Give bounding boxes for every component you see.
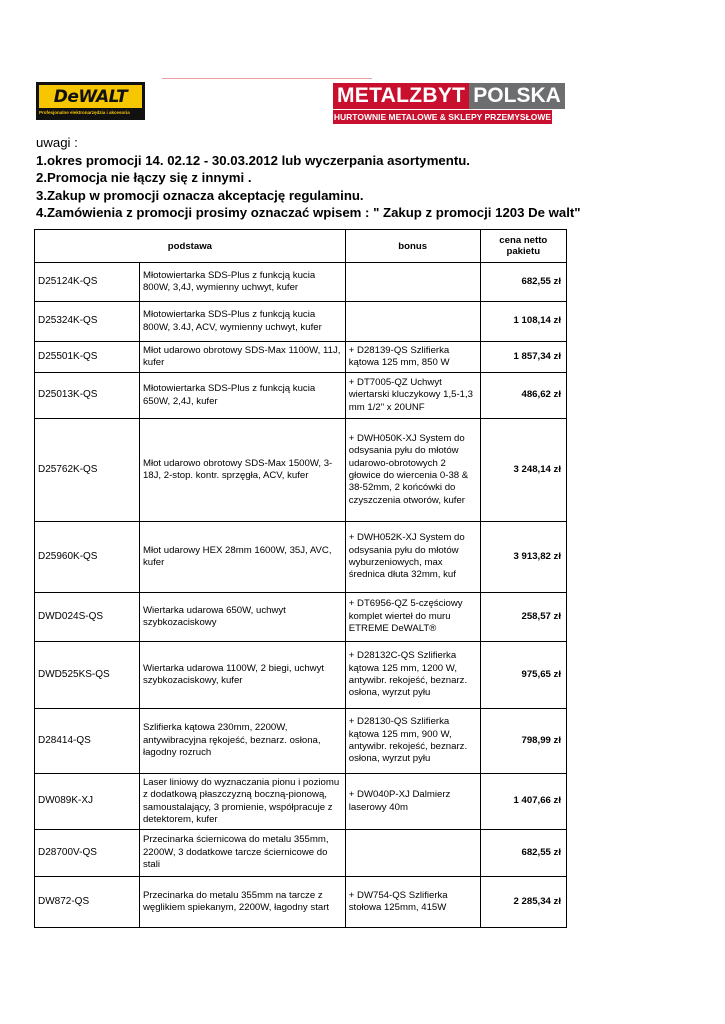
table-row [35,342,567,373]
product-description-cell: Młotowiertarka SDS-Plus z funkcją kucia 800W, 3.4J, ACV, wymienny uchwyt, kufer [139,302,345,342]
product-code-cell: DW872-QS [35,877,140,928]
bonus-cell: + DWH052K-XJ System do odsysania pyłu do młotów wyburzeniowych, max średnica dłuta 32mm, kuf [345,522,480,593]
price-cell: 798,99 zł [480,709,566,774]
table-row [35,263,567,302]
table-row [35,593,567,642]
price-cell: 1 108,14 zł [480,302,566,342]
product-code-cell: DWD525KS-QS [35,642,140,709]
price-cell: 2 285,34 zł [480,877,566,928]
notes-heading: uwagi : [36,135,78,150]
product-description-cell: Wiertarka udarowa 650W, uchwyt szybkozaciskowy [139,593,345,642]
bonus-cell: + D28139-QS Szlifierka kątowa 125 mm, 850 W [345,342,480,373]
product-code-cell: D28700V-QS [35,830,140,877]
table-row [35,709,567,774]
header-divider-line [162,78,372,79]
price-cell: 1 857,34 zł [480,342,566,373]
product-code-cell: DWD024S-QS [35,593,140,642]
bonus-cell: + DW754-QS Szlifierka stołowa 125mm, 415W [345,877,480,928]
product-description-cell: Młotowiertarka SDS-Plus z funkcją kucia 800W, 3,4J, wymienny uchwyt, kufer [139,263,345,302]
product-description-cell: Młot udarowy HEX 28mm 1600W, 35J, AVC, kufer [139,522,345,593]
product-code-cell: D25762K-QS [35,419,140,522]
metalzbyt-logo [333,83,561,125]
product-code-cell: D25501K-QS [35,342,140,373]
price-cell: 682,55 zł [480,830,566,877]
product-code-cell: D28414-QS [35,709,140,774]
price-cell: 258,57 zł [480,593,566,642]
table-body [35,263,567,928]
note-item: 3.Zakup w promocji oznacza akceptację regulaminu. [36,187,364,203]
bonus-cell [345,302,480,342]
dewalt-wordmark: DeWALT [53,86,128,107]
note-item: 4.Zamówienia z promocji prosimy oznaczać wpisem : " Zakup z promocji 1203 De walt" [36,205,581,221]
product-description-cell: Szlifierka kątowa 230mm, 2200W, antywibracyjna rękojeść, beznarz. osłona, łagodny rozruch [139,709,345,774]
table-row [35,419,567,522]
metalzbyt-subtitle: HURTOWNIE METALOWE & SKLEPY PRZEMYSŁOWE [333,112,552,122]
header-bonus: bonus [345,230,480,263]
product-description-cell: Przecinarka do metalu 355mm na tarcze z węglikiem spiekanym, 2200W, łagodny start [139,877,345,928]
product-description-cell: Wiertarka udarowa 1100W, 2 biegi, uchwyt szybkozaciskowy, kufer [139,642,345,709]
promotion-price-table [34,229,567,928]
price-cell: 3 913,82 zł [480,522,566,593]
note-item: 2.Promocja nie łączy się z innymi . [36,170,252,186]
table-row [35,774,567,830]
product-code-cell: D25960K-QS [35,522,140,593]
metalzbyt-name-part2: POLSKA [469,83,565,109]
bonus-cell: + DW040P-XJ Dalmierz laserowy 40m [345,774,480,830]
table-row [35,522,567,593]
product-description-cell: Młot udarowo obrotowy SDS-Max 1500W, 3-18J, 2-stop. kontr. sprzęgła, ACV, kufer [139,419,345,522]
dewalt-tagline: Profesjonalne elektronarzędzia i akcesoria [39,110,130,115]
metalzbyt-name-part1: METALZBYT [333,83,469,109]
bonus-cell [345,263,480,302]
product-description-cell: Przecinarka ściernicowa do metalu 355mm, 2200W, 3 dodatkowe tarcze ściernicowe do stali [139,830,345,877]
product-code-cell: DW089K-XJ [35,774,140,830]
bonus-cell: + D28130-QS Szlifierka kątowa 125 mm, 900 W, antywibr. rekojeść, beznarz. osłona, wyrzut pyłu [345,709,480,774]
price-cell: 486,62 zł [480,373,566,419]
bonus-cell: + D28132C-QS Szlifierka kątowa 125 mm, 1200 W, antywibr. rekojeść, beznarz. osłona, wyrzut pyłu [345,642,480,709]
price-cell: 1 407,66 zł [480,774,566,830]
bonus-cell: + DWH050K-XJ System do odsysania pyłu do młotów udarowo-obrotowych 2 głowice do wiercenia 0-38 & 38-52mm, 2 końcówki do czyszczenia otworów, kufer [345,419,480,522]
bonus-cell [345,830,480,877]
product-description-cell: Młotowiertarka SDS-Plus z funkcją kucia 650W, 2,4J, kufer [139,373,345,419]
bonus-cell: + DT6956-QZ 5-częściowy komplet wierteł do muru ETREME DeWALT® [345,593,480,642]
price-cell: 682,55 zł [480,263,566,302]
product-code-cell: D25124K-QS [35,263,140,302]
price-cell: 3 248,14 zł [480,419,566,522]
header-base: podstawa [35,230,346,263]
product-description-cell: Laser liniowy do wyznaczania pionu i poziomu z dodatkową płaszczyzną boczną-pionową, samoustalający, 3 promienie, współpracuje z detektorem, kufer [139,774,345,830]
table-row [35,830,567,877]
table-header-row [35,230,567,263]
dewalt-logo [36,82,145,120]
promotion-notes [36,134,581,222]
table-row [35,302,567,342]
bonus-cell: + DT7005-QZ Uchwyt wiertarski kluczykowy 1,5-1,3 mm 1/2" x 20UNF [345,373,480,419]
header-price: cena netto pakietu [480,230,566,263]
product-code-cell: D25013K-QS [35,373,140,419]
product-code-cell: D25324K-QS [35,302,140,342]
price-cell: 975,65 zł [480,642,566,709]
product-description-cell: Młot udarowo obrotowy SDS-Max 1100W, 11J, kufer [139,342,345,373]
table-row [35,373,567,419]
table-row [35,877,567,928]
note-item: 1.okres promocji 14. 02.12 - 30.03.2012 lub wyczerpania asortymentu. [36,152,470,168]
table-row [35,642,567,709]
